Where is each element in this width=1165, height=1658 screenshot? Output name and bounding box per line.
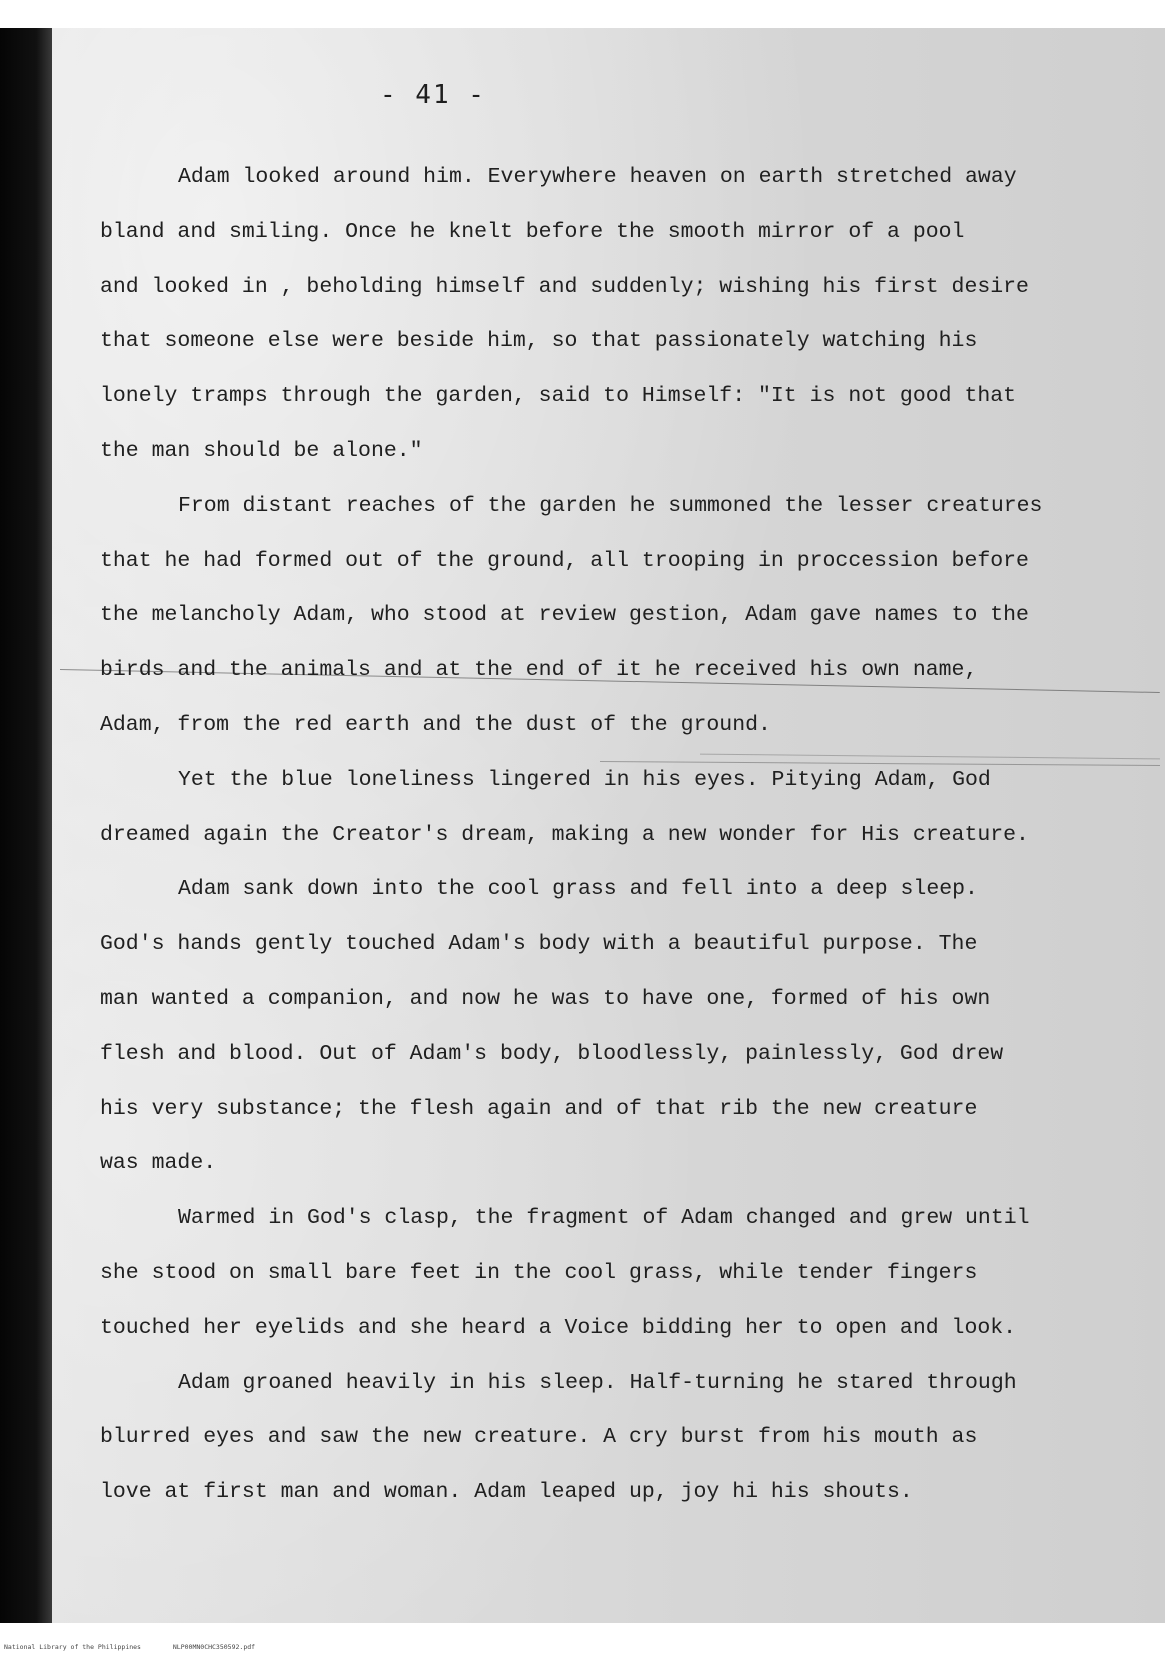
text-line: Adam, from the red earth and the dust of the ground. (100, 712, 771, 737)
text-line: flesh and blood. Out of Adam's body, bloodlessly, painlessly, God drew (100, 1041, 1004, 1066)
text-line: God's hands gently touched Adam's body with a beautiful purpose. The (100, 932, 978, 957)
text-line: she stood on small bare feet in the cool grass, while tender fingers (100, 1260, 978, 1285)
text-line: lonely tramps through the garden, said to Himself: "It is not good that (100, 384, 1017, 409)
text-line: that someone else were beside him, so that passionately watching his (100, 329, 978, 354)
footer-library: National Library of the Philippines (4, 1643, 141, 1651)
text-line: Warmed in God's clasp, the fragment of Adam changed and grew until (178, 1206, 1030, 1231)
text-line: birds and the animals and at the end of it he received his own name, (100, 658, 978, 683)
text-line: Yet the blue loneliness lingered in his eyes. Pitying Adam, God (178, 767, 991, 792)
text-line: the man should be alone." (100, 438, 423, 463)
text-line: and looked in , beholding himself and suddenly; wishing his first desire (100, 274, 1029, 299)
scan-binding-shadow (0, 28, 52, 1623)
text-line: Adam groaned heavily in his sleep. Half-turning he stared through (178, 1370, 1017, 1395)
footer-file: NLP00MN0CHC350592.pdf (172, 1643, 256, 1651)
page-number: - 41 - (380, 80, 486, 110)
text-line: love at first man and woman. Adam leaped up, joy hi his shouts. (100, 1480, 913, 1505)
text-line: his very substance; the flesh again and of that rib the new creature (100, 1096, 978, 1121)
text-line: Adam sank down into the cool grass and fell into a deep sleep. (178, 877, 978, 902)
text-line: Adam looked around him. Everywhere heaven on earth stretched away (178, 165, 1017, 189)
text-line: the melancholy Adam, who stood at review gestion, Adam gave names to the (100, 603, 1029, 628)
text-line: touched her eyelids and she heard a Voice bidding her to open and look. (100, 1315, 1017, 1340)
text-line: was made. (100, 1151, 217, 1176)
text-line: blurred eyes and saw the new creature. A cry burst from his mouth as (100, 1425, 978, 1450)
text-line: man wanted a companion, and now he was to have one, formed of his own (100, 986, 991, 1011)
text-line: that he had formed out of the ground, all trooping in proccession before (100, 548, 1029, 573)
scan-footer (4, 1643, 283, 1651)
text-line: dreamed again the Creator's dream, making a new wonder for His creature. (100, 822, 1029, 847)
text-line: From distant reaches of the garden he summoned the lesser creatures (178, 493, 1043, 518)
text-line: bland and smiling. Once he knelt before the smooth mirror of a pool (100, 219, 965, 244)
typewritten-text (100, 150, 1140, 1520)
